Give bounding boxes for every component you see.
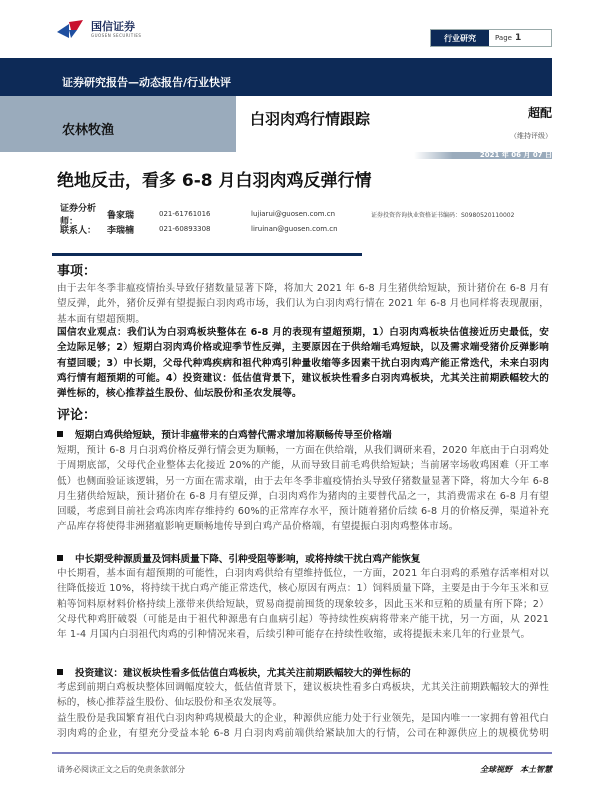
bullet-heading (57, 665, 411, 679)
rating-note: （维持评级） (510, 132, 552, 140)
contact-role: 联系人： (60, 225, 97, 236)
page-number: 1 (514, 33, 522, 43)
bullet-heading (57, 551, 420, 565)
company-paragraph: 益生股份是我国繁育祖代白羽肉种鸡规模最大的企业，种源供应能力处于行业领先，是国内唯一一家拥有曾祖代白羽肉鸡的企业，有望充分受益本轮 6-8 月白羽肉鸡前端供给紧缺加大的行情，公司在种源供应上的规模优势明 (57, 713, 549, 740)
page-label: Page (495, 34, 512, 42)
section-heading-events: 事项： (57, 264, 97, 279)
analyst-name: 鲁家瑞 (107, 210, 135, 221)
footer-disclaimer: 请务必阅读正文之后的免责条款部分 (57, 765, 185, 774)
bullet-square-icon (57, 669, 63, 675)
section-divider (52, 253, 362, 256)
page-title: 绝地反击，看多 6-8 月白羽肉鸡反弹行情 (57, 171, 372, 191)
rating-value: 超配 (527, 106, 552, 120)
comment-paragraph: 考虑到前期白鸡板块整体回调幅度较大，低估值背景下，建议板块性看多白鸡板块，尤其关注前期跌幅较大的弹性标的，核心推荐益生股份、仙坛股份和圣农发展等。 (57, 682, 549, 709)
events-paragraph: 由于去年冬季非瘟疫情抬头导致仔猪数量显著下降，将加大 2021 年 6-8 月生猪供给短缺，预计猪价在 6-8 月有望反弹，此外，猪价反弹有望提振白羽肉鸡市场，我们认为白羽肉鸡行情在 2021 年 6-8 月也同样将表现靓丽，基本面有望超预期。 (57, 283, 549, 325)
footer-divider (52, 752, 552, 754)
contact-email[interactable]: liruinan@guosen.com.cn (251, 225, 338, 233)
report-category-band: 证券研究报告—动态报告/行业快评 (0, 58, 552, 96)
page-indicator (489, 30, 521, 46)
bullet-square-icon (57, 431, 63, 437)
logo-icon (57, 18, 85, 40)
logo-subtitle: GUOSEN SECURITIES (91, 32, 142, 38)
analyst-role: 证券分析师： (60, 204, 97, 227)
sector-label: 农林牧渔 (0, 96, 236, 152)
contact-name: 李瑞楠 (107, 225, 135, 236)
company-logo (57, 18, 141, 40)
analyst-row (60, 204, 515, 227)
bullet-text: 中长期受种源质量及饲料质量下降、引种受阻等影响，或将持续干扰白鸡产能恢复 (75, 554, 421, 565)
report-date: 2021 年 06 月 07 日 (479, 151, 552, 159)
analyst-certificate: 证券投资咨询执业资格证书编码：S0980520110002 (371, 211, 515, 219)
contact-phone: 021-60893308 (159, 225, 211, 233)
comment-paragraph: 短期，预计 6-8 月白羽鸡价格反弹行情会更为顺畅，一方面在供给端，从我们调研来看，2020 年底由于白羽鸡处于周期底部，父母代企业整体去化接近 20%的产能，从而导致目前毛鸡供给短缺；当前屠宰场收鸡困难（开工率低）也侧面验证该逻辑，另一方面在需求端，由于去年冬季非瘟疫情抬头导致仔猪数量显著下降，将加大今年 6-8 月生猪供给短缺，预计猪价在 6-8 月有望反弹，白羽肉鸡作为猪肉的主要替代品之一，其消费需求在 6-8 月有望回暖，考虑到目前社会鸡冻肉库存维持约 60%的正常库存水平，预计随着猪价后续 6-8 月的价格反弹，渠道补充产品库存将使得非洲猪瘟影响更顺畅地传导到白鸡产品价格端，有望提振白羽肉鸡整体市场。 (57, 445, 549, 533)
report-topic: 白羽肉鸡行情跟踪 (250, 110, 371, 128)
logo-name: 国信证券 (91, 19, 135, 33)
viewpoint-paragraph: 国信农业观点：我们认为白羽鸡板块整体在 6-8 月的表现有望超预期，1）白羽肉鸡板块估值接近历史最低，安全边际足够；2）短期白羽肉鸡价格或迎季节性反弹，主要原因在于供给端毛鸡短缺，以及需求端受猪价反弹影响有望回暖；3）中长期，父母代种鸡疾病和祖代种鸡引种量收缩等多因素干扰白羽肉鸡产能正常迭代，未来白羽肉鸡行情有超预期的可能。4）投资建议：低估值背景下，建议板块性看多白羽肉鸡板块，尤其关注前期跌幅较大的弹性标的，核心推荐益生股份、仙坛股份和圣农发展等。 (57, 327, 549, 400)
header-box (430, 29, 552, 47)
bullet-square-icon (57, 555, 63, 561)
contact-row (60, 223, 371, 235)
analyst-phone: 021-61761016 (159, 210, 211, 218)
bullet-text: 投资建议：建议板块性看多低估值白鸡板块，尤其关注前期跌幅较大的弹性标的 (75, 668, 411, 679)
report-type-label: 行业研究 (431, 30, 489, 46)
footer-slogan: 全球视野 本土智慧 (480, 765, 552, 774)
section-heading-comments: 评论： (57, 408, 97, 423)
bullet-text: 短期白鸡供给短缺，预计非瘟带来的白鸡替代需求增加将顺畅传导至价格端 (75, 430, 392, 441)
comment-paragraph: 中长期看，基本面有超预期的可能性，白羽肉鸡供给有望维持低位，一方面，2021 年白羽鸡的系殖存活率相对以往降低接近 10%，将持续干扰白鸡产能正常迭代，核心原因有两点：1）饲料质量下降，主要是由于今年玉米和豆粕等饲料原材料价格持续上涨带来供给短缺，贸易商提前囤货的现象较多，因此玉米和豆粕的质量有所下降；2）父母代种鸡肝破裂（可能是由于祖代种源患有白血病引起）等持续性疾病将带来产能干扰，另一方面，从 2021 年 1-4 月国内白羽祖代肉鸡的引种情况来看，后续引种可能存在持续性收缩，或将提振未来几年的行业景气。 (57, 568, 549, 641)
bullet-heading (57, 427, 392, 441)
analyst-email[interactable]: lujiarui@guosen.com.cn (251, 210, 336, 218)
